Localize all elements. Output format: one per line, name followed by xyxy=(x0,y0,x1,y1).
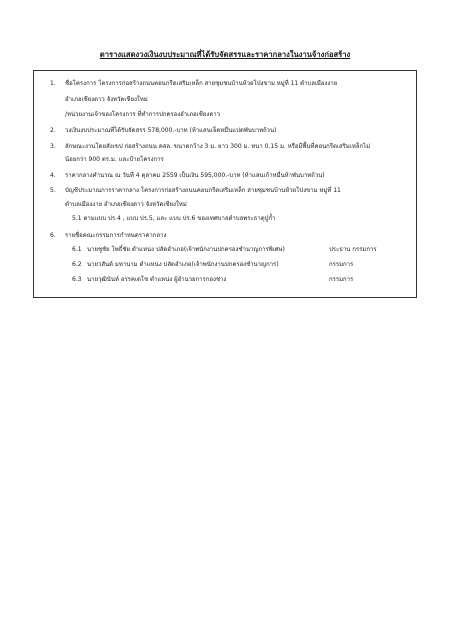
committee-heading: รายชื่อคณะกรรมการกำหนดราคากลาง xyxy=(65,232,167,239)
committee-member-name: นายชูชัย โพธิ์ชัย ตำแหน่ง ปลัดอำเภอ(เจ้าพนักงานปกครองชำนาญการพิเศษ) xyxy=(87,246,285,253)
committee-member-name: นายวสันต์ มหานาม ตำแหน่ง ปลัดอำเภอ(เจ้าพนักงานปกครองชำนาญการ) xyxy=(87,261,279,268)
item-number: 2. xyxy=(50,127,56,134)
estimate-line: บัญชีประมาณการราคากลาง โครงการก่อสร้างถนนคอนกรีตเสริมเหล็ก สายซุมชนบ้านห้วยโป่งขาม หมู่ที่ 11 xyxy=(65,187,341,194)
committee-member-number: 6.1 xyxy=(72,246,82,253)
committee-member-name: นายวุฒินันท์ อรรคเดโช ตำแหน่ง ผู้อำนวยการกองช่าง xyxy=(87,276,227,283)
project-owner-line: /หน่วยงานเจ้าของโครงการ ที่ทำการปกครองอำเภอเชียงดาว xyxy=(65,111,220,118)
item-number: 4. xyxy=(50,172,56,179)
work-description-line: ลักษณะงานโดยสังเขป ก่อสร้างถนน คสล. ขนาดกว้าง 3 ม. ยาว 300 ม. หนา 0.15 ม. หรือมีพื้นที่คอนกรีตเสริมเหล็กไม่ xyxy=(65,143,371,150)
estimate-location-line: ตำบลเมืองงาย อำเภอเชียงดาว จังหวัดเชียงใหม่ xyxy=(65,201,187,208)
project-name-line: ชื่อโครงการ โครงการก่อสร้างถนนคอนกรีตเสริมเหล็ก สายซุมชนบ้านห้วยโป่งขาม หมู่ที่ 11 ตำบลเมืองงาย xyxy=(65,80,338,87)
item-number: 5. xyxy=(50,187,56,194)
item-number: 3. xyxy=(50,143,56,150)
committee-member-role: กรรมการ xyxy=(329,261,354,268)
item-number: 6. xyxy=(50,232,56,239)
committee-member-role: ประธาน กรรมการ xyxy=(329,246,377,253)
budget-line: วงเงินงบประมาณที่ได้รับจัดสรร 578,000.-บาท (ห้าแสนเจ็ดหมื่นแปดพันบาทถ้วน) xyxy=(65,127,277,134)
median-price-line: ราคากลางคำนวณ ณ วันที่ 4 ตุลาคม 2559 เป็นเงิน 595,000.-บาท (ห้าแสนเก้าหมื่นห้าพันบาทถ้วน) xyxy=(65,172,325,179)
estimate-forms-line: 5.1 ตามแบบ ปร.4 , แบบ ปร.5, และ แบบ ปร.6 ของเทศบาลตำบลพระธาตุปู่ก้ำ xyxy=(72,215,276,222)
committee-member-number: 6.3 xyxy=(72,276,82,283)
page-title: ตารางแสดงวงเงินงบประมาณที่ได้รับจัดสรรและราคากลางในงานจ้างก่อสร้าง xyxy=(99,50,351,59)
project-location-line: อำเภอเชียงดาว จังหวัดเชียงใหม่ xyxy=(65,96,148,103)
committee-member-role: กรรมการ xyxy=(329,276,354,283)
committee-member-number: 6.2 xyxy=(72,261,82,268)
item-number: 1. xyxy=(50,80,56,87)
work-description-line: น้อยกว่า 900 ตร.ม. และป้ายโครงการ xyxy=(65,156,164,163)
